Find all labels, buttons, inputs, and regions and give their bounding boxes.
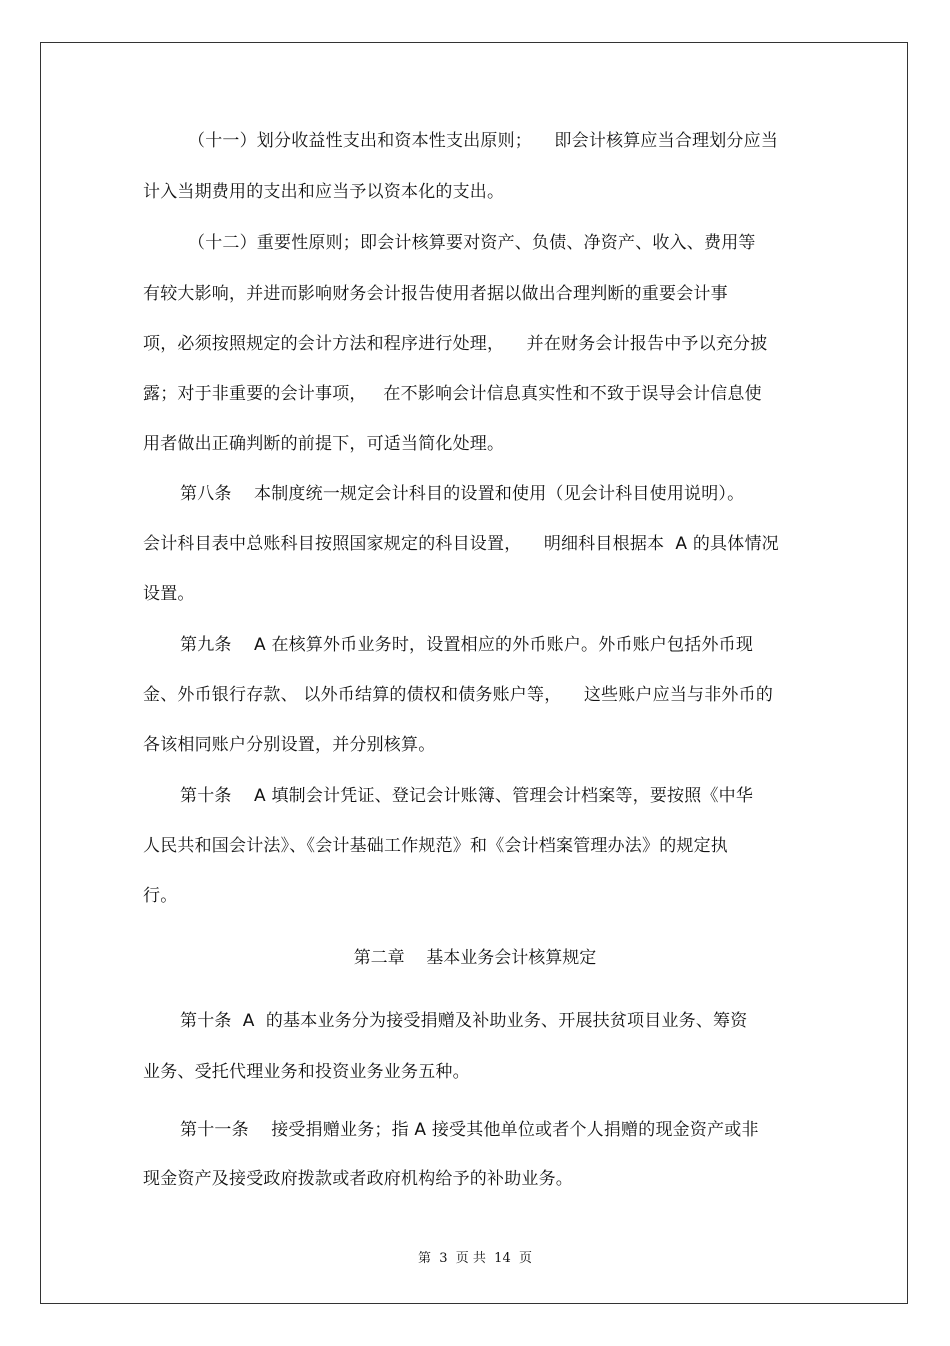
paragraph-line: 第十条 A 填制会计凭证、登记会计账簿、管理会计档案等，要按照《中华: [180, 786, 754, 806]
paragraph-line: 金、外币银行存款、 以外币结算的债权和债务账户等， 这些账户应当与非外币的: [143, 685, 774, 705]
paragraph-line: 第九条 A 在核算外币业务时，设置相应的外币账户。外币账户包括外币现: [180, 635, 754, 655]
paragraph-line: 项，必须按照规定的会计方法和程序进行处理， 并在财务会计报告中予以充分披: [143, 334, 768, 354]
paragraph-line: 露；对于非重要的会计事项， 在不影响会计信息真实性和不致于误导会计信息使: [143, 384, 762, 404]
paragraph-line: 人民共和国会计法》、《会计基础工作规范》和《会计档案管理办法》的规定执: [143, 836, 728, 856]
paragraph-line: 行。: [143, 886, 178, 906]
paragraph-line: 用者做出正确判断的前提下，可适当简化处理。: [143, 434, 505, 454]
paragraph-line: 计入当期费用的支出和应当予以资本化的支出。: [143, 182, 505, 202]
paragraph-line: 设置。: [143, 584, 195, 604]
paragraph-line: 各该相同账户分别设置，并分别核算。: [143, 735, 436, 755]
chapter-heading: 第二章 基本业务会计核算规定: [353, 948, 597, 968]
page-footer: 第 3 页 共 14 页: [417, 1251, 532, 1266]
paragraph-line: 有较大影响，并进而影响财务会计报告使用者据以做出合理判断的重要会计事: [143, 284, 728, 304]
paragraph-line: 第十条 A 的基本业务分为接受捐赠及补助业务、开展扶贫项目业务、筹资: [180, 1011, 748, 1031]
paragraph-line: （十二）重要性原则；即会计核算要对资产、负债、净资产、收入、费用等: [188, 233, 756, 253]
paragraph-line: 第八条 本制度统一规定会计科目的设置和使用（见会计科目使用说明）。: [180, 484, 745, 504]
paragraph-line: 现金资产及接受政府拨款或者政府机构给予的补助业务。: [143, 1169, 573, 1189]
paragraph-line: 第十一条 接受捐赠业务；指 A 接受其他单位或者个人捐赠的现金资产或非: [180, 1120, 759, 1140]
paragraph-line: 业务、受托代理业务和投资业务业务五种。: [143, 1062, 470, 1082]
paragraph-line: 会计科目表中总账科目按照国家规定的科目设置， 明细科目根据本 A 的具体情况: [143, 534, 779, 554]
paragraph-line: （十一）划分收益性支出和资本性支出原则； 即会计核算应当合理划分应当: [188, 131, 779, 151]
